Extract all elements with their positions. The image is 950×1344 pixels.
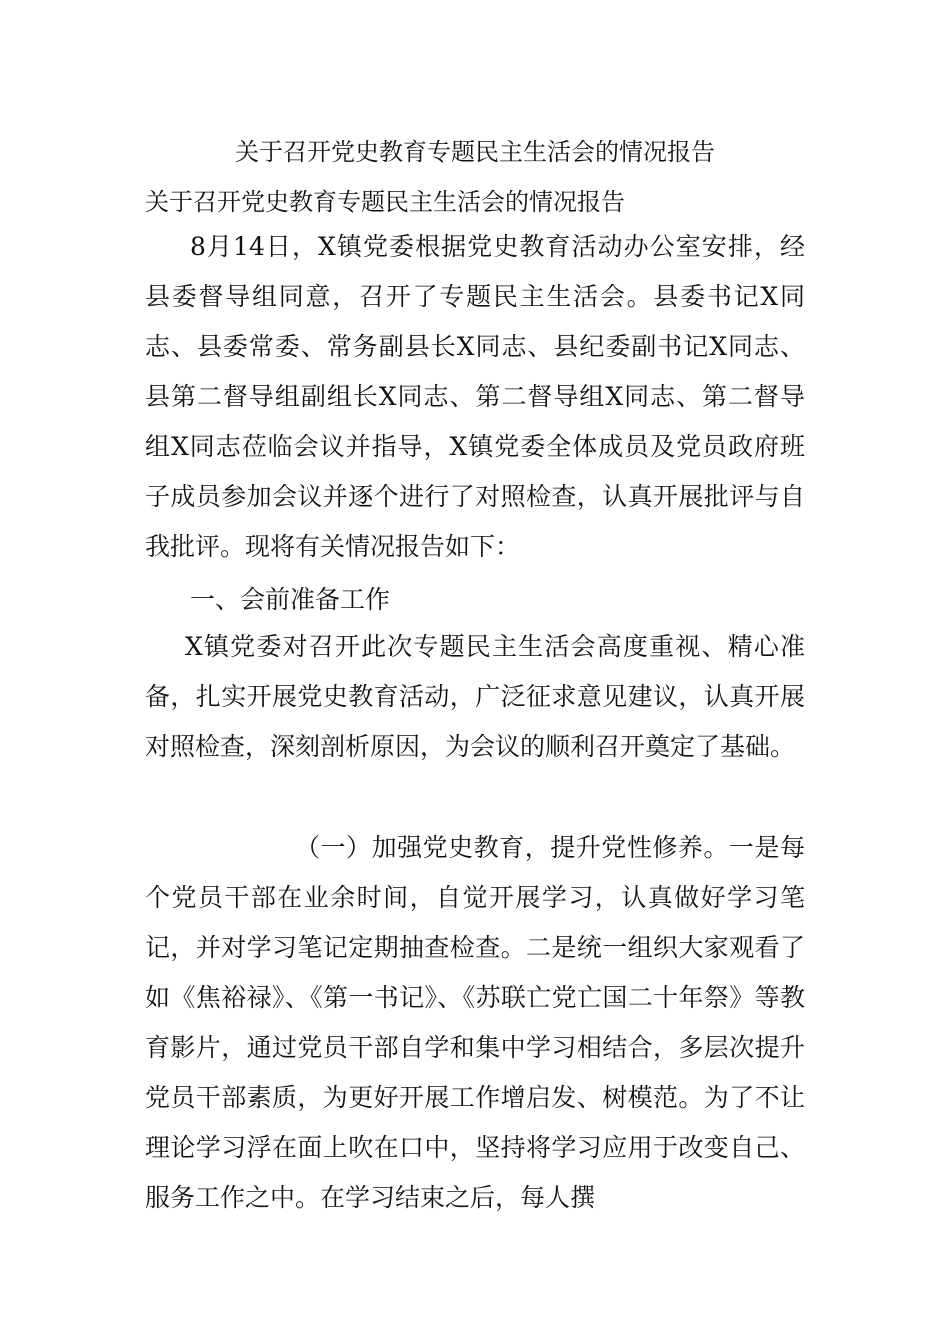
document-subtitle: 关于召开党史教育专题民主生活会的情况报告 [145, 188, 625, 216]
document-title: 关于召开党史教育专题民主生活会的情况报告 [235, 138, 715, 166]
paragraph-party-history-education: （一）加强党史教育，提升党性修养。一是每个党员干部在业余时间，自觉开展学习，认真做好学习笔记，并对学习笔记定期抽查检查。二是统一组织大家观看了如《焦裕禄》、《第一书记》、《苏联亡党亡国二十年祭》等教育影片，通过党员干部自学和集中学习相结合，多层次提升党员干部素质，为更好开展工作增启发、树模范。为了不让理论学习浮在面上吹在口中，坚持将学习应用于改变自己、服务工作之中。在学习结束之后，每人撰 [145, 833, 805, 1212]
paragraph-meeting-intro: 8月14日，X镇党委根据党史教育活动办公室安排，经县委督导组同意，召开了专题民主生活会。县委书记X同志、县委常委、常务副县长X同志、县纪委副书记X同志、县第二督导组副组长X同志、第二督导组X同志、第二督导组X同志莅临会议并指导，X镇党委全体成员及党员政府班子成员参加会议并逐个进行了对照检查，认真开展批评与自我批评。现将有关情况报告如下： [145, 232, 805, 561]
paragraph-preparation-summary: X镇党委对召开此次专题民主生活会高度重视、精心准备，扎实开展党史教育活动，广泛征求意见建议，认真开展对照检查，深刻剖析原因，为会议的顺利召开奠定了基础。 [145, 632, 805, 761]
section-heading-preparation: 一、会前准备工作 [190, 585, 391, 614]
